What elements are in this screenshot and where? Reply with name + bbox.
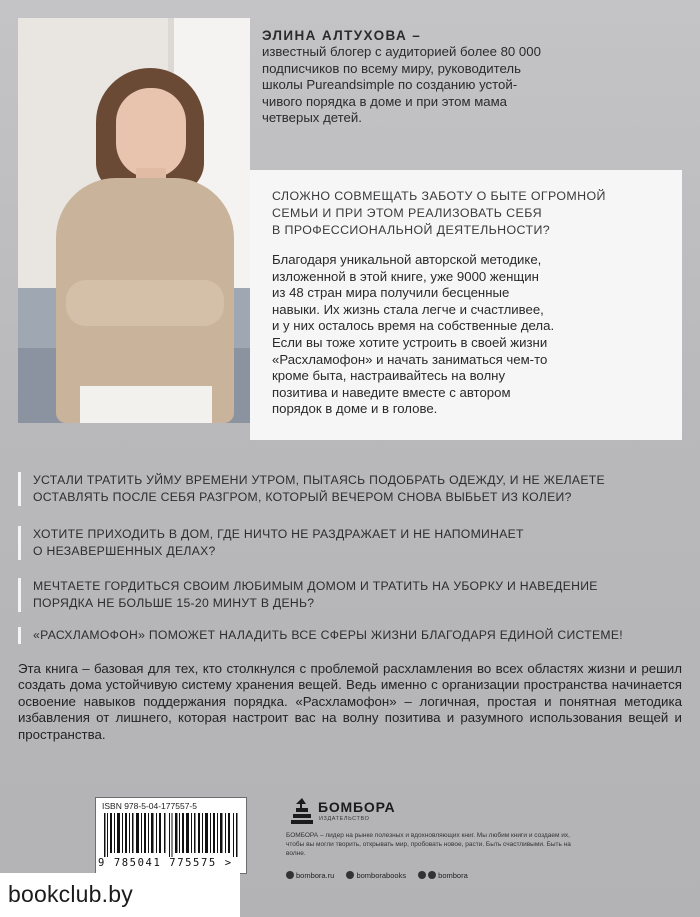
question-line: СЕМЬИ И ПРИ ЭТОМ РЕАЛИЗОВАТЬ СЕБЯ: [272, 205, 542, 220]
body-line: навыки. Их жизнь стала легче и счастливее,: [272, 301, 544, 317]
publisher-subtitle: ИЗДАТЕЛЬСТВО: [319, 816, 370, 822]
barcode-icon: [104, 813, 238, 857]
panel-question: [272, 188, 672, 238]
bullet-line: «РАСХЛАМОФОН» ПОМОЖЕТ НАЛАДИТЬ ВСЕ СФЕРЫ ЖИЗНИ БЛАГОДАРЯ ЕДИНОЙ СИСТЕМЕ!: [33, 628, 623, 642]
author-name: ЭЛИНА АЛТУХОВА –: [262, 28, 422, 43]
bullet-line: ПОРЯДКА НЕ БОЛЬШЕ 15-20 МИНУТ В ДЕНЬ?: [33, 596, 315, 610]
author-bio-line: чивого порядка в доме и при этом мама: [262, 93, 507, 109]
info-panel: [250, 170, 682, 440]
body-line: позитива и наведите вместе с автором: [272, 384, 511, 400]
isbn-label: ISBN 978-5-04-177557-5: [102, 801, 197, 811]
ok-icon: [428, 871, 436, 879]
watermark: [0, 873, 240, 917]
bullet-item: [18, 526, 693, 560]
bullet-item-slogan: [18, 627, 693, 644]
bullet-line: ХОТИТЕ ПРИХОДИТЬ В ДОМ, ГДЕ НИЧТО НЕ РАЗДРАЖАЕТ И НЕ НАПОМИНАЕТ: [33, 527, 524, 541]
bombora-logo-icon: [290, 798, 314, 824]
author-bio-line: подписчиков по всему миру, руководитель: [262, 60, 521, 76]
globe-icon: [286, 871, 294, 879]
barcode-digits: 9 785041 775575 >: [98, 857, 233, 869]
vk-icon: [346, 871, 354, 879]
question-line: В ПРОФЕССИОНАЛЬНОЙ ДЕЯТЕЛЬНОСТИ?: [272, 222, 551, 237]
watermark-text: bookclub.by: [8, 881, 133, 907]
publisher-socials: [286, 871, 586, 880]
author-bio-line: известный блогер с аудиторией более 80 000: [262, 44, 541, 60]
body-line: и у них осталось время на собственные дела.: [272, 318, 555, 334]
bullet-item: [18, 578, 693, 612]
social-vk[interactable]: bomborabooks: [346, 871, 406, 880]
body-line: из 48 стран мира получили бесценные: [272, 285, 510, 301]
author-bio-line: школы Pureandsimple по созданию устой-: [262, 77, 518, 93]
publisher-tagline: БОМБОРА – лидер на рынке полезных и вдохновляющих книг. Мы любим книги и создаем их, чтобы вы могли творить, открывать мир, пробовать новое, расти. Быть счастливыми. Быть на волне.: [286, 832, 571, 857]
body-line: кроме быта, настраивайтесь на волну: [272, 368, 506, 384]
body-line: Благодаря уникальной авторской методике,: [272, 252, 542, 267]
book-description: Эта книга – базовая для тех, кто столкнулся с проблемой расхламления во всех областях жизни и решил создать дома устойчивую систему хранения вещей. Ведь именно с организации пространства начинается освоение навыков поддержания порядка. «Расхламофон» – логичная, простая и понятная методика избавления от лишнего, которая настроит вас на волну позитива и разумного использования вещей и пространства.: [18, 661, 682, 742]
publisher-brand: БОМБОРА: [318, 799, 396, 815]
body-line: Если вы тоже хотите устроить в своей жизни: [272, 334, 548, 350]
telegram-icon: [418, 871, 426, 879]
barcode-box: [95, 797, 247, 874]
body-line: порядок в доме и в голове.: [272, 401, 438, 417]
social-telegram[interactable]: bombora: [418, 871, 468, 880]
social-site[interactable]: bombora.ru: [286, 871, 334, 880]
panel-body: [272, 252, 672, 418]
author-bio: [262, 28, 672, 126]
author-photo: [18, 18, 250, 423]
body-line: изложенной в этой книге, уже 9000 женщин: [272, 268, 539, 284]
bullet-line: МЕЧТАЕТЕ ГОРДИТЬСЯ СВОИМ ЛЮБИМЫМ ДОМОМ И ТРАТИТЬ НА УБОРКУ И НАВЕДЕНИЕ: [33, 579, 598, 593]
bullet-line: О НЕЗАВЕРШЕННЫХ ДЕЛАХ?: [33, 544, 216, 558]
body-line: «Расхламофон» и начать заниматься чем-то: [272, 351, 548, 367]
bullet-line: УСТАЛИ ТРАТИТЬ УЙМУ ВРЕМЕНИ УТРОМ, ПЫТАЯСЬ ПОДОБРАТЬ ОДЕЖДУ, И НЕ ЖЕЛАЕТЕ: [33, 473, 605, 487]
question-line: СЛОЖНО СОВМЕЩАТЬ ЗАБОТУ О БЫТЕ ОГРОМНОЙ: [272, 189, 606, 203]
bullet-line: ОСТАВЛЯТЬ ПОСЛЕ СЕБЯ РАЗГРОМ, КОТОРЫЙ ВЕЧЕРОМ СНОВА ВЫБЬЕТ ИЗ КОЛЕИ?: [33, 490, 572, 504]
bullet-item: [18, 472, 693, 506]
author-bio-line: четверых детей.: [262, 110, 362, 126]
